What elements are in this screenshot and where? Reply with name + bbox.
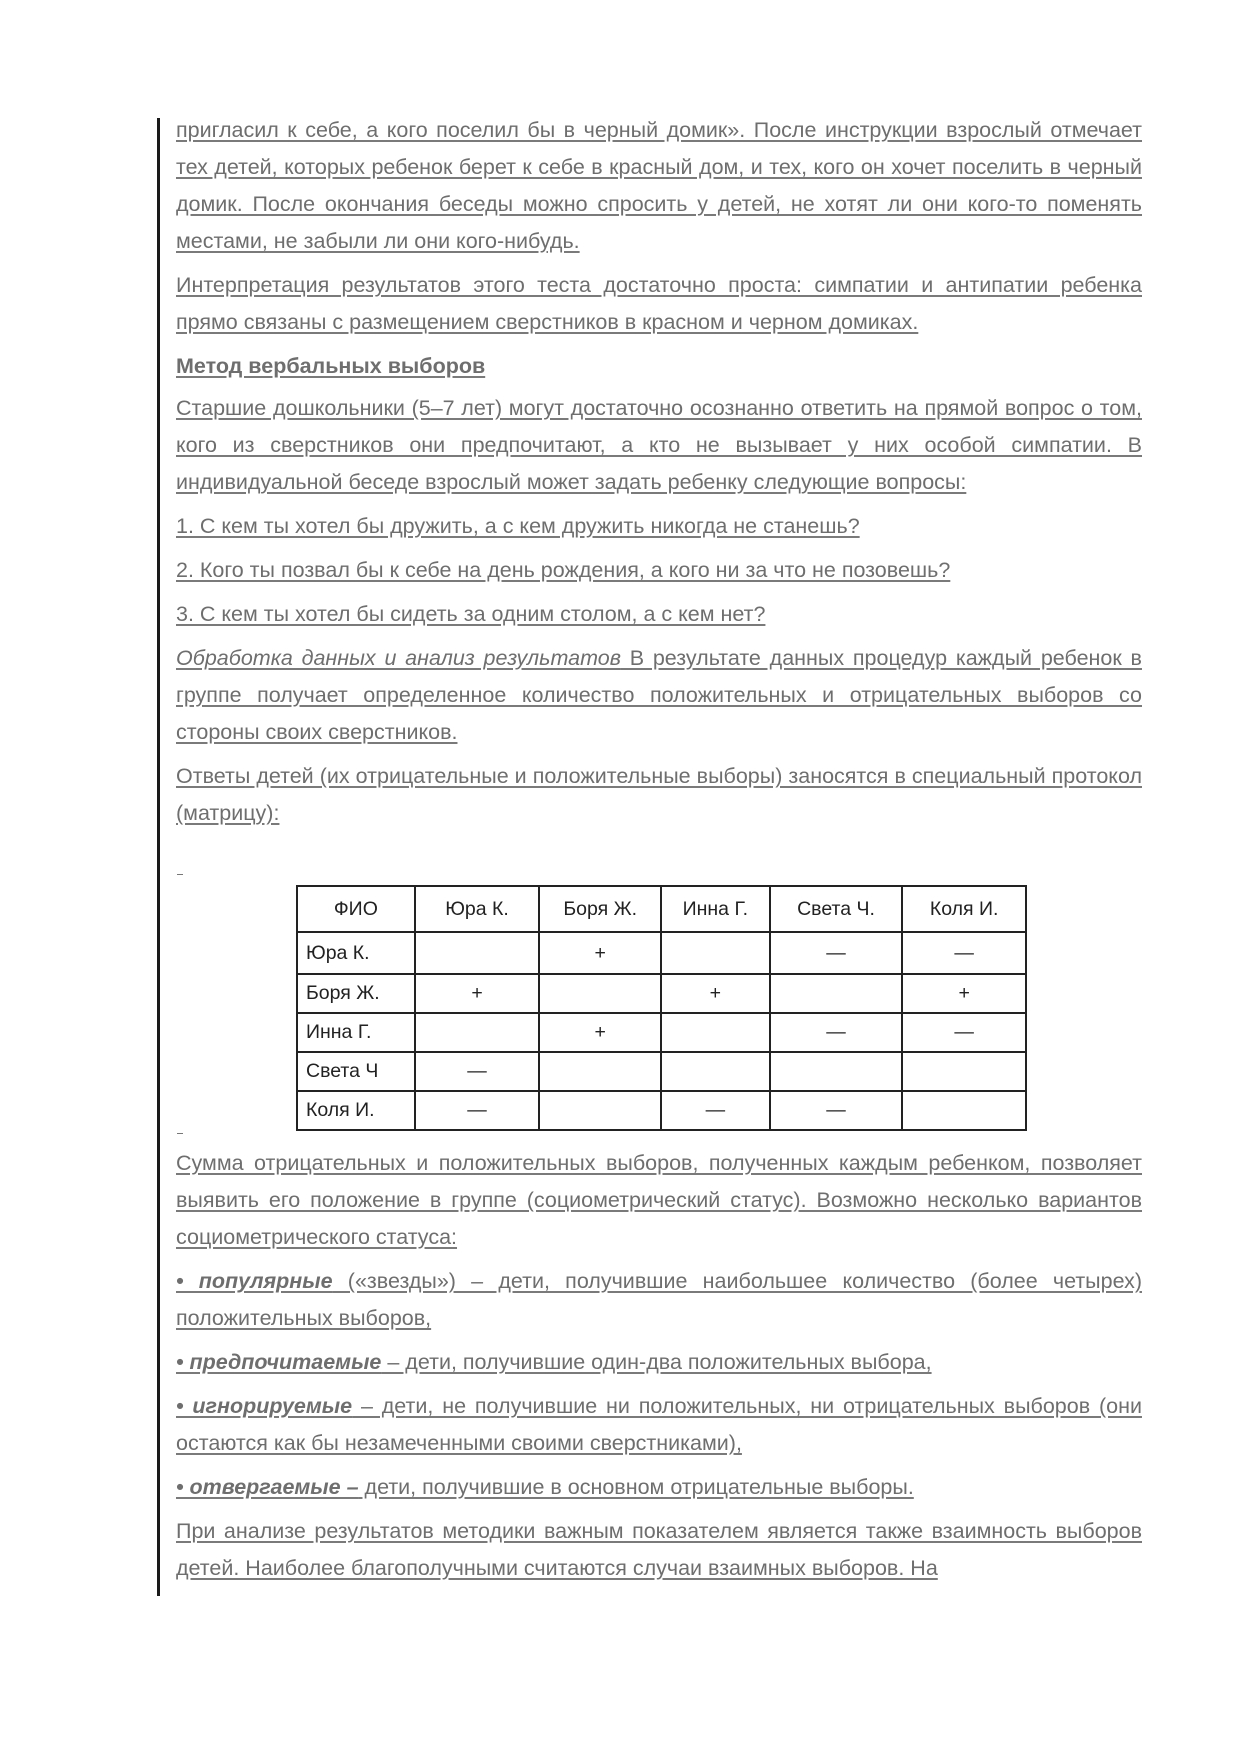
choice-cell <box>770 974 903 1013</box>
status-desc: – дети, получившие один-два положительных выбора, <box>381 1350 932 1374</box>
header-cell: Света Ч. <box>770 886 903 932</box>
status-term: • отвергаемые – <box>176 1475 359 1499</box>
choice-cell <box>902 1052 1026 1091</box>
choice-cell <box>539 1052 661 1091</box>
choice-cell: — <box>770 1013 903 1052</box>
paragraph-sum: Сумма отрицательных и положительных выборов, полученных каждым ребенком, позволяет выявить его положение в группе (социометрический статус). Возможно несколько вариантов социометрического статуса: <box>176 1151 1142 1249</box>
choice-cell <box>902 1091 1026 1130</box>
row-name-cell: Боря Ж. <box>297 974 415 1013</box>
matrix-row <box>297 974 1026 1013</box>
choice-cell <box>415 932 540 974</box>
question-2: 2. Кого ты позвал бы к себе на день рождения, а кого ни за что не позовешь? <box>176 558 951 582</box>
processing-text: В результате данных процедур каждый ребенок в группе получает определенное количество положительных и отрицательных выборов со стороны своих сверстников. <box>176 646 1142 744</box>
sociometric-matrix <box>296 885 1027 1131</box>
document-body <box>176 112 1142 1594</box>
status-term: • популярные <box>176 1269 333 1293</box>
choice-cell: — <box>770 932 903 974</box>
choice-cell <box>661 1052 770 1091</box>
header-cell: Инна Г. <box>661 886 770 932</box>
row-name-cell: Коля И. <box>297 1091 415 1130</box>
matrix-wrapper <box>176 881 1142 1131</box>
choice-cell: — <box>902 1013 1026 1052</box>
status-term: • игнорируемые <box>176 1394 353 1418</box>
processing-title: Обработка данных и анализ результатов <box>176 646 621 670</box>
choice-cell: + <box>415 974 540 1013</box>
paragraph-interpretation: Интерпретация результатов этого теста достаточно проста: симпатии и антипатии ребенка прямо связаны с размещением сверстников в красном и черном домиках. <box>176 273 1142 334</box>
row-name-cell: Инна Г. <box>297 1013 415 1052</box>
header-cell: Юра К. <box>415 886 540 932</box>
status-desc: – дети, не получившие ни положительных, ни отрицательных выборов (они остаются как бы незамеченными своими сверстниками), <box>176 1394 1142 1455</box>
choice-cell <box>661 1013 770 1052</box>
choice-cell <box>539 1091 661 1130</box>
section-heading: Метод вербальных выборов <box>176 354 486 378</box>
row-name-cell: Света Ч <box>297 1052 415 1091</box>
choice-cell: — <box>415 1091 540 1130</box>
question-3: 3. С кем ты хотел бы сидеть за одним столом, а с кем нет? <box>176 602 766 626</box>
anchor-marker-bottom <box>176 1131 1142 1145</box>
paragraph-method: Старшие дошкольники (5–7 лет) могут достаточно осознанно ответить на прямой вопрос о том, кого из сверстников они предпочитают, а кто не вызывает у них особой симпатии. В индивидуальной беседе взрослый может задать ребенку следующие вопросы: <box>176 396 1142 494</box>
choice-cell: + <box>539 932 661 974</box>
paragraph-protocol: Ответы детей (их отрицательные и положительные выборы) заносятся в специальный протокол (матрицу): <box>176 764 1142 825</box>
choice-cell: + <box>539 1013 661 1052</box>
header-cell: ФИО <box>297 886 415 932</box>
status-desc: («звезды») – дети, получившие наибольшее количество (более четырех) положительных выборов, <box>176 1269 1142 1330</box>
choice-cell: — <box>661 1091 770 1130</box>
matrix-row <box>297 932 1026 974</box>
status-desc: дети, получившие в основном отрицательные выборы. <box>358 1475 914 1499</box>
status-term: • предпочитаемые <box>176 1350 382 1374</box>
choice-cell: — <box>902 932 1026 974</box>
paragraph-analysis: При анализе результатов методики важным показателем является также взаимность выборов детей. Наиболее благополучными считаются случаи взаимных выборов. На <box>176 1519 1142 1580</box>
status-ignored <box>176 1388 1142 1462</box>
matrix-row <box>297 1052 1026 1091</box>
paragraph-instruction: пригласил к себе, а кого поселил бы в черный домик». После инструкции взрослый отмечает тех детей, которых ребенок берет к себе в красный дом, и тех, кого он хочет поселить в черный домик. После окончания беседы можно спросить у детей, не хотят ли они кого-то поменять местами, не забыли ли они кого-нибудь. <box>176 118 1142 253</box>
matrix-row <box>297 1013 1026 1052</box>
anchor-marker-top <box>176 839 1142 881</box>
choice-cell <box>661 932 770 974</box>
matrix-row <box>297 1091 1026 1130</box>
choice-cell: + <box>661 974 770 1013</box>
choice-cell <box>770 1052 903 1091</box>
paragraph-processing <box>176 640 1142 751</box>
row-name-cell: Юра К. <box>297 932 415 974</box>
question-1: 1. С кем ты хотел бы дружить, а с кем дружить никогда не станешь? <box>176 514 860 538</box>
choice-cell: + <box>902 974 1026 1013</box>
left-margin-bar <box>157 118 160 1596</box>
status-preferred <box>176 1344 1142 1381</box>
choice-cell <box>415 1013 540 1052</box>
matrix-header-row <box>297 886 1026 932</box>
choice-cell: — <box>770 1091 903 1130</box>
header-cell: Боря Ж. <box>539 886 661 932</box>
status-rejected <box>176 1469 1142 1506</box>
header-cell: Коля И. <box>902 886 1026 932</box>
choice-cell: — <box>415 1052 540 1091</box>
choice-cell <box>539 974 661 1013</box>
status-popular <box>176 1263 1142 1337</box>
